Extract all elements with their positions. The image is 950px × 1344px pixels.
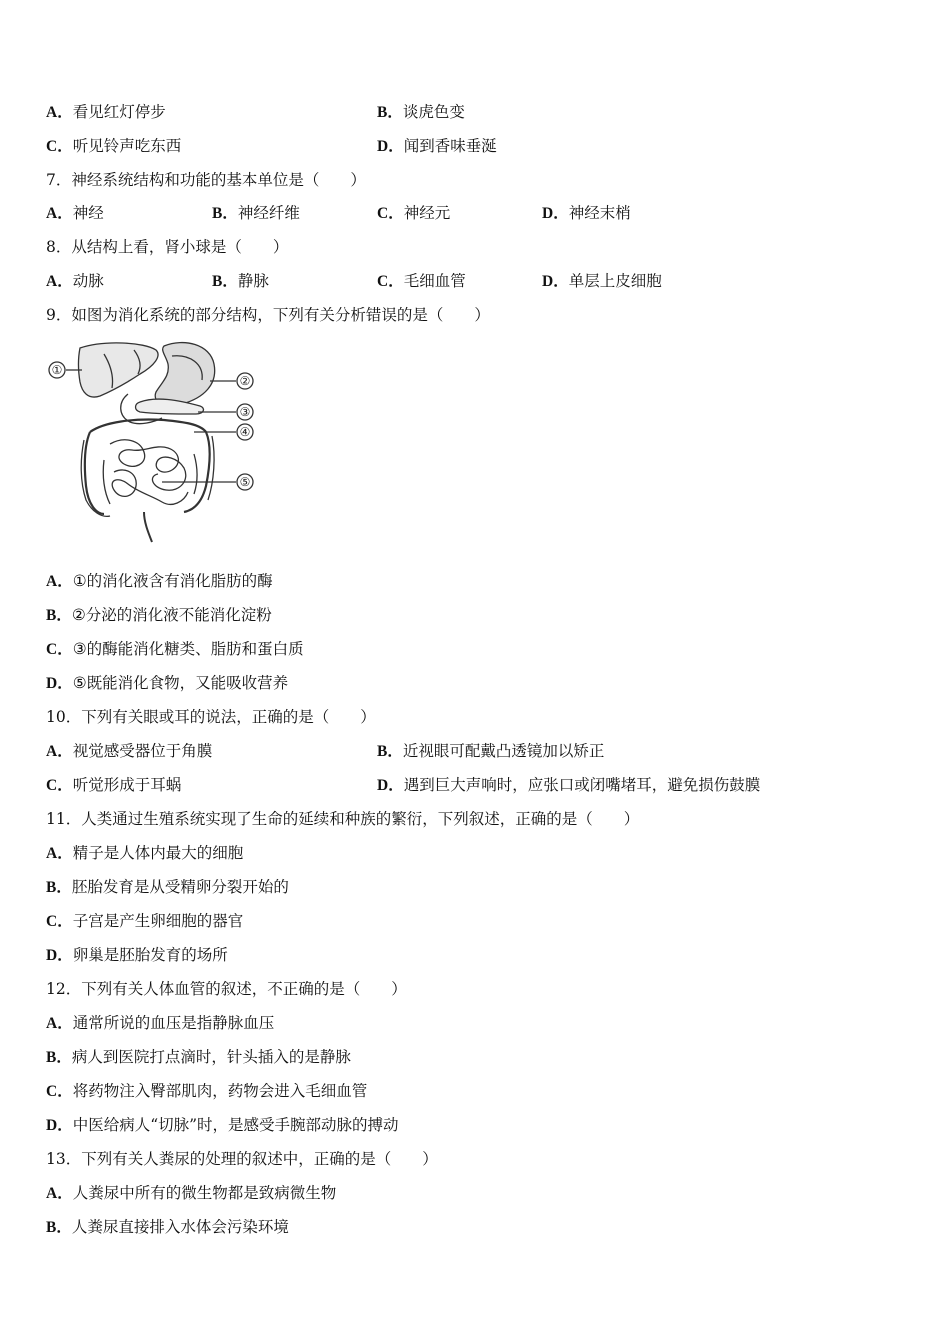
q8-option-a: A．动脉 bbox=[46, 272, 104, 290]
q12-option-b: B．病人到医院打点滴时，针头插入的是静脉 bbox=[46, 1048, 351, 1066]
q7-stem: 7．神经系统结构和功能的基本单位是（ ） bbox=[46, 171, 366, 189]
q12-option-d: D．中医给病人“切脉”时，是感受手腕部动脉的搏动 bbox=[46, 1116, 399, 1134]
small-intestine-shape bbox=[110, 440, 188, 505]
q9-option-b: B．②分泌的消化液不能消化淀粉 bbox=[46, 606, 272, 624]
q12-option-a: A．通常所说的血压是指静脉血压 bbox=[46, 1014, 275, 1032]
q9-option-d: D．⑤既能消化食物，又能吸收营养 bbox=[46, 674, 289, 692]
q10-option-a: A．视觉感受器位于角膜 bbox=[46, 742, 213, 760]
q13-option-a: A．人粪尿中所有的微生物都是致病微生物 bbox=[46, 1184, 337, 1202]
q11-stem: 11．人类通过生殖系统实现了生命的延续和种族的繁衍，下列叙述，正确的是（ ） bbox=[46, 810, 640, 828]
q8-option-c: C．毛细血管 bbox=[377, 272, 466, 290]
q10-option-d: D．遇到巨大声响时，应张口或闭嘴堵耳，避免损伤鼓膜 bbox=[377, 776, 761, 794]
figure-label-3: ③ bbox=[239, 405, 251, 419]
q8-stem: 8．从结构上看，肾小球是（ ） bbox=[46, 238, 289, 256]
q10-option-c: C．听觉形成于耳蜗 bbox=[46, 776, 182, 794]
q9-option-c: C．③的酶能消化糖类、脂肪和蛋白质 bbox=[46, 640, 304, 658]
figure-label-5: ⑤ bbox=[239, 475, 251, 489]
q9-stem: 9．如图为消化系统的部分结构，下列有关分析错误的是（ ） bbox=[46, 306, 490, 324]
digestive-system-figure bbox=[44, 336, 268, 548]
figure-label-4: ④ bbox=[239, 425, 251, 439]
q6-option-c: C．听见铃声吃东西 bbox=[46, 137, 182, 155]
q12-stem: 12．下列有关人体血管的叙述，不正确的是（ ） bbox=[46, 980, 407, 998]
q6-option-d: D．闻到香味垂涎 bbox=[377, 137, 497, 155]
liver-shape bbox=[79, 343, 159, 397]
q9-option-a: A．①的消化液含有消化脂肪的酶 bbox=[46, 572, 273, 590]
pancreas-shape bbox=[136, 399, 204, 414]
q7-option-d: D．神经末梢 bbox=[542, 204, 631, 222]
q6-option-a: A．看见红灯停步 bbox=[46, 103, 166, 121]
q8-option-d: D．单层上皮细胞 bbox=[542, 272, 662, 290]
stomach-shape bbox=[155, 343, 214, 406]
q13-stem: 13．下列有关人粪尿的处理的叙述中，正确的是（ ） bbox=[46, 1150, 438, 1168]
q11-option-b: B．胚胎发育是从受精卵分裂开始的 bbox=[46, 878, 289, 896]
q11-option-c: C．子宫是产生卵细胞的器官 bbox=[46, 912, 244, 930]
q6-option-b: B．谈虎色变 bbox=[377, 103, 465, 121]
q11-option-d: D．卵巢是胚胎发育的场所 bbox=[46, 946, 228, 964]
q10-option-b: B．近视眼可配戴凸透镜加以矫正 bbox=[377, 742, 605, 760]
q7-option-b: B．神经纤维 bbox=[212, 204, 300, 222]
figure-label-1: ① bbox=[51, 363, 63, 377]
figure-label-2: ② bbox=[239, 374, 251, 388]
q10-stem: 10．下列有关眼或耳的说法，正确的是（ ） bbox=[46, 708, 376, 726]
q13-option-b: B．人粪尿直接排入水体会污染环境 bbox=[46, 1218, 289, 1236]
q11-option-a: A．精子是人体内最大的细胞 bbox=[46, 844, 244, 862]
q12-option-c: C．将药物注入臀部肌肉，药物会进入毛细血管 bbox=[46, 1082, 368, 1100]
q7-option-a: A．神经 bbox=[46, 204, 104, 222]
q7-option-c: C．神经元 bbox=[377, 204, 451, 222]
q8-option-b: B．静脉 bbox=[212, 272, 269, 290]
